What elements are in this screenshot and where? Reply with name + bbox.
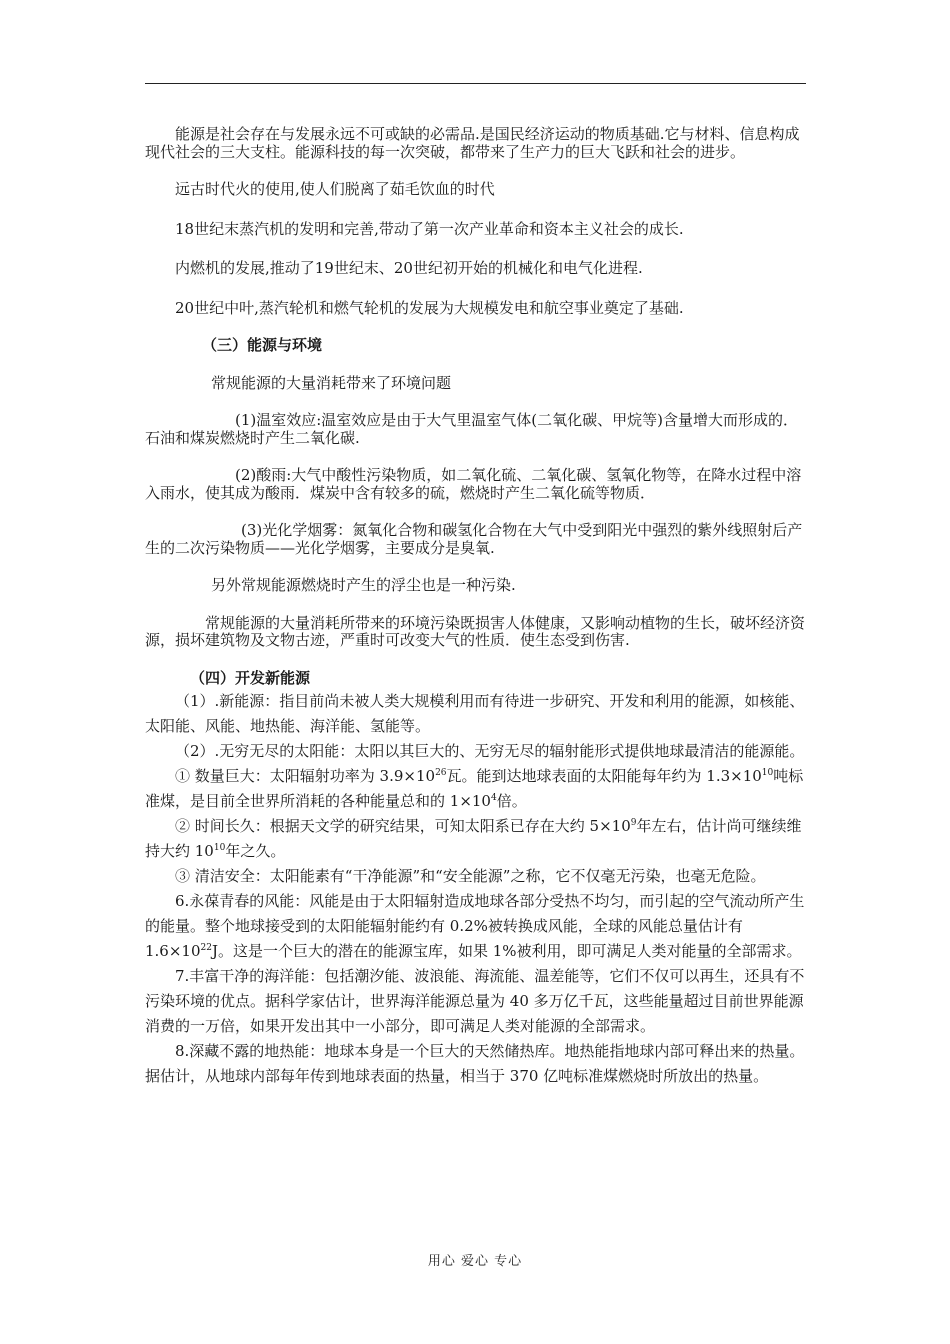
dust-note: 另外常规能源燃烧时产生的浮尘也是一种污染.: [211, 576, 516, 594]
solar-point-clean: ③ 清洁安全：太阳能素有“干净能源”和“安全能源”之称，它不仅毫无污染，也毫无危险。: [175, 867, 766, 885]
history-item: 远古时代火的使用,使人们脱离了茹毛饮血的时代: [175, 180, 495, 198]
environment-item-smog: (3)光化学烟雾：氮氧化合物和碳氢化合物在大气中受到阳光中强烈的紫外线照射后产生的二次污染物质——光化学烟雾，主要成分是臭氧.: [145, 521, 803, 557]
environment-summary: 常规能源的大量消耗所带来的环境污染既损害人体健康，又影响动植物的生长，破坏经济资源，损坏建筑物及文物古迹，严重时可改变大气的性质．使生态受到伤害.: [145, 613, 806, 649]
solar-point-duration: ② 时间长久：根据天文学的研究结果，可知太阳系已存在大约 $5\times 10^9$年左右，估计尚可继续维持大约 $10^{10}$年之久。: [145, 817, 802, 860]
document-body: [145, 118, 806, 1089]
page-footer: 用心 爱心 专心: [427, 1254, 523, 1269]
header-rule: [145, 83, 806, 84]
environment-item-greenhouse: (1)温室效应:温室效应是由于大气里温室气体(二氧化碳、甲烷等)含量增大而形成的．石油和煤炭燃烧时产生二氧化碳.: [145, 411, 799, 447]
geothermal-energy-paragraph: 8.深藏不露的地热能：地球本身是一个巨大的天然储热库。地热能指地球内部可释出来的热量。据估计，从地球内部每年传到地球表面的热量，相当于 370 亿吨标准煤燃烧时所放出的热量。: [145, 1042, 805, 1085]
environment-item-acid-rain: (2)酸雨:大气中酸性污染物质，如二氧化硫、二氧化碳、氢氧化物等，在降水过程中溶入雨水，使其成为酸雨．煤炭中含有较多的硫，燃烧时产生二氧化硫等物质．: [145, 466, 802, 502]
intro-paragraph: 能源是社会存在与发展永远不可或缺的必需品.是国民经济运动的物质基础.它与材料、信息构成现代社会的三大支柱。能源科技的每一次突破，都带来了生产力的巨大飞跃和社会的进步。: [145, 125, 800, 161]
section-heading-new-energy: （四）开发新能源: [190, 668, 311, 687]
new-energy-definition: （1）.新能源：指目前尚未被人类大规模利用而有待进一步研究、开发和利用的能源，如核能、太阳能、风能、地热能、海洋能、氢能等。: [145, 692, 805, 735]
new-energy-block: [145, 689, 806, 1089]
ocean-energy-paragraph: 7.丰富干净的海洋能：包括潮汐能、波浪能、海流能、温差能等，它们不仅可以再生，还具有不污染环境的优点。据科学家估计，世界海洋能源总量为 40 多万亿千瓦，这些能量超过目前世界能源消费的一万倍，如果开发出其中一小部分，即可满足人类对能源的全部需求。: [145, 967, 805, 1035]
solar-point-quantity: ① 数量巨大：太阳辐射功率为 $3.9\times 10^{26}$瓦。能到达地球表面的太阳能每年约为 $1.3\times 10^{10}$吨标准煤，是目前全世界所消耗的各种能量总和的 $1\times 10^4$倍。: [145, 767, 804, 810]
history-item: 内燃机的发展,推动了19世纪末、20世纪初开始的机械化和电气化进程.: [175, 259, 643, 277]
section-lead: 常规能源的大量消耗带来了环境问题: [211, 373, 452, 392]
history-item: 18世纪末蒸汽机的发明和完善,带动了第一次产业革命和资本主义社会的成长.: [175, 219, 684, 238]
wind-energy-paragraph: 6.永葆青春的风能：风能是由于太阳辐射造成地球各部分受热不均匀，而引起的空气流动所产生的能量。整个地球接受到的太阳能辐射能约有 0.2%被转换成风能，全球的风能总量估计有 $1.6\times 10^{22}J$。这是一个巨大的潜在的能源宝库，如果 1%被利用，即可满足人类对能量的全部需求。: [145, 892, 805, 960]
section-heading-environment: （三）能源与环境: [202, 336, 323, 354]
history-item: 20世纪中叶,蒸汽轮机和燃气轮机的发展为大规模发电和航空事业奠定了基础.: [175, 298, 684, 317]
solar-energy-intro: （2）.无穷无尽的太阳能：太阳以其巨大的、无穷无尽的辐射能形式提供地球最清洁的能源能。: [175, 742, 805, 760]
